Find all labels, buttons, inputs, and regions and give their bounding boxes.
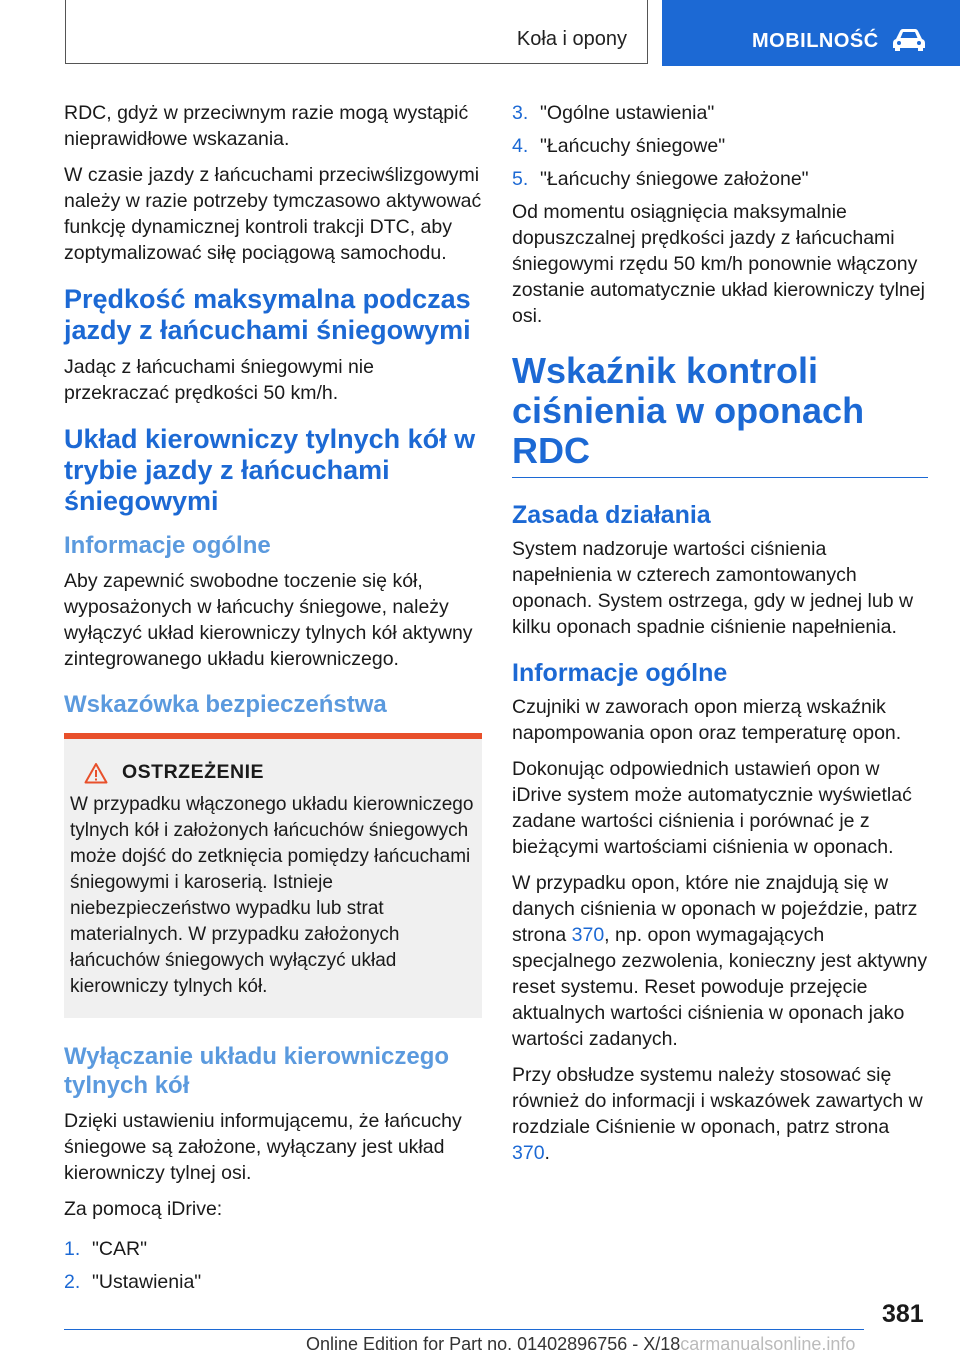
warning-title: OSTRZEŻENIE xyxy=(122,761,265,783)
heading-general-info-rdc: Informacje ogólne xyxy=(512,659,728,687)
list-item-number: 3. xyxy=(512,102,529,124)
list-item-number: 5. xyxy=(512,168,529,190)
chapter-tab-label: MOBILNOŚĆ xyxy=(752,30,879,52)
list-item-text: "Łańcuchy śniegowe" xyxy=(540,135,726,157)
paragraph-see-also xyxy=(512,1062,928,1166)
list-item xyxy=(64,1269,482,1295)
list-item-number: 4. xyxy=(512,135,529,157)
paragraph-principle: System nadzoruje wartości ciśnienia napełnienia w czterech zamontowanych oponach. System ostrzega, gdy w jednej lub w kilku oponach spadnie ciśnienie napełnienia. xyxy=(512,538,914,638)
list-item-text: "Ogólne ustawienia" xyxy=(540,102,715,124)
heading-safety-note: Wskazówka bezpieczeństwa xyxy=(64,691,387,718)
section-title: Koła i opony xyxy=(516,28,627,50)
list-item-text: "Łańcuchy śniegowe założone" xyxy=(540,168,809,190)
heading-principle: Zasada działania xyxy=(512,501,711,529)
car-icon xyxy=(892,28,926,52)
list-item-number: 1. xyxy=(64,1238,81,1260)
list-item xyxy=(512,100,928,126)
paragraph-disable-steering: Dzięki ustawieniu informującemu, że łańcuchy śniegowe są założone, wyłączany jest układ kierowniczy tylnej osi. xyxy=(64,1110,462,1184)
list-item-text: "Ustawienia" xyxy=(92,1271,202,1293)
page-link-370[interactable]: 370 xyxy=(571,924,605,946)
list-item-text: "CAR" xyxy=(92,1238,148,1260)
paragraph-idrive-settings: Dokonując odpowiednich ustawień opon w iDrive system może automatycznie wyświetlać zadane wartości ciśnienia i porównać je z bieżącymi wartościami ciśnienia w oponach. xyxy=(512,758,912,858)
heading-disable-steering: Wyłączanie układu kierowniczego tylnych kół xyxy=(64,1043,450,1099)
heading-rear-steering: Układ kierowniczy tylnych kół w trybie jazdy z łańcuchami śniegowymi xyxy=(64,424,476,516)
page-header xyxy=(0,0,960,66)
footer-edition: Online Edition for Part no. 01402896756 - X/18 xyxy=(306,1334,681,1354)
header-section-box xyxy=(65,0,648,64)
list-item xyxy=(64,1236,482,1262)
heading-max-speed: Prędkość maksymalna podczas jazdy z łańcuchami śniegowymi xyxy=(64,284,471,345)
warning-box xyxy=(64,733,482,1018)
paragraph-sensors: Czujniki w zaworach opon mierzą wskaźnik napompowania opon oraz temperaturę opon. xyxy=(512,696,902,744)
footer-divider xyxy=(64,1329,864,1330)
left-column xyxy=(64,100,482,1302)
right-column xyxy=(512,100,928,1176)
list-item xyxy=(512,133,928,159)
list-item-number: 2. xyxy=(64,1271,81,1293)
warning-triangle-icon xyxy=(84,762,108,784)
footer xyxy=(306,1334,855,1355)
paragraph-see-also-part1: Przy obsłudze systemu należy stosować się również do informacji i wskazówek zawartych w rozdziale Ciśnienie w oponach, patrz strona xyxy=(512,1064,923,1138)
paragraph-general-info: Aby zapewnić swobodne toczenie się kół, wyposażonych w łańcuchy śniegowe, należy wyłączyć układ kierowniczy tylnych kół aktywny zintegrowanego układu kierowniczego. xyxy=(64,570,473,670)
warning-title-row xyxy=(84,761,476,784)
paragraph-auto-reenable: Od momentu osiągnięcia maksymalnie dopuszczalnej prędkości jazdy z łańcuchami śniegowymi rzędu 50 km/h ponownie włączony zostanie automatycznie układ kierowniczy tylnej osi. xyxy=(512,201,925,327)
paragraph-dtc: W czasie jazdy z łańcuchami przeciwślizgowymi należy w razie potrzeby tymczasowo aktywować funkcję dynamicznej kontroli trakcji DTC, aby zoptymalizować siłę pociągową samochodu. xyxy=(64,164,482,264)
warning-text: W przypadku włączonego układu kierowniczego tylnych kół i założonych łańcuchów śniegowych może dojść do zetknięcia pomiędzy łańcuchami śniegowymi i karoserią. Istnieje niebezpieczeństwo wypadku lub strat materialnych. W przypadku założonych łańcuchów śniegowych wyłączyć układ kierowniczy tylnych kół. xyxy=(70,794,474,997)
paragraph-idrive: Za pomocą iDrive: xyxy=(64,1198,223,1220)
page-number: 381 xyxy=(882,1300,924,1328)
paragraph-rdc: RDC, gdyż w przeciwnym razie mogą wystąpić nieprawidłowe wskazania. xyxy=(64,102,469,150)
paragraph-see-also-part2: . xyxy=(544,1142,550,1164)
paragraph-reset xyxy=(512,870,928,1052)
paragraph-reset-part2: , np. opon wymagających specjalnego zezwolenia, konieczny jest aktywny reset systemu. Reset powoduje przejęcie aktualnych wartości ciśnienia w oponach jako wartości zadanych. xyxy=(512,924,928,1050)
footer-watermark: carmanualsonline.info xyxy=(680,1334,856,1354)
paragraph-reset-part1: W przypadku opon, które nie znajdują się w danych ciśnienia w oponach w pojeździe, patrz strona xyxy=(512,872,918,946)
heading-general-info: Informacje ogólne xyxy=(64,532,271,559)
list-item xyxy=(512,166,928,192)
paragraph-max-speed: Jadąc z łańcuchami śniegowymi nie przekraczać prędkości 50 km/h. xyxy=(64,356,374,404)
chapter-tab xyxy=(662,0,960,66)
heading-rdc: Wskaźnik kontroli ciśnienia w oponach RDC xyxy=(512,351,928,478)
page-link-370-b[interactable]: 370 xyxy=(512,1142,545,1164)
